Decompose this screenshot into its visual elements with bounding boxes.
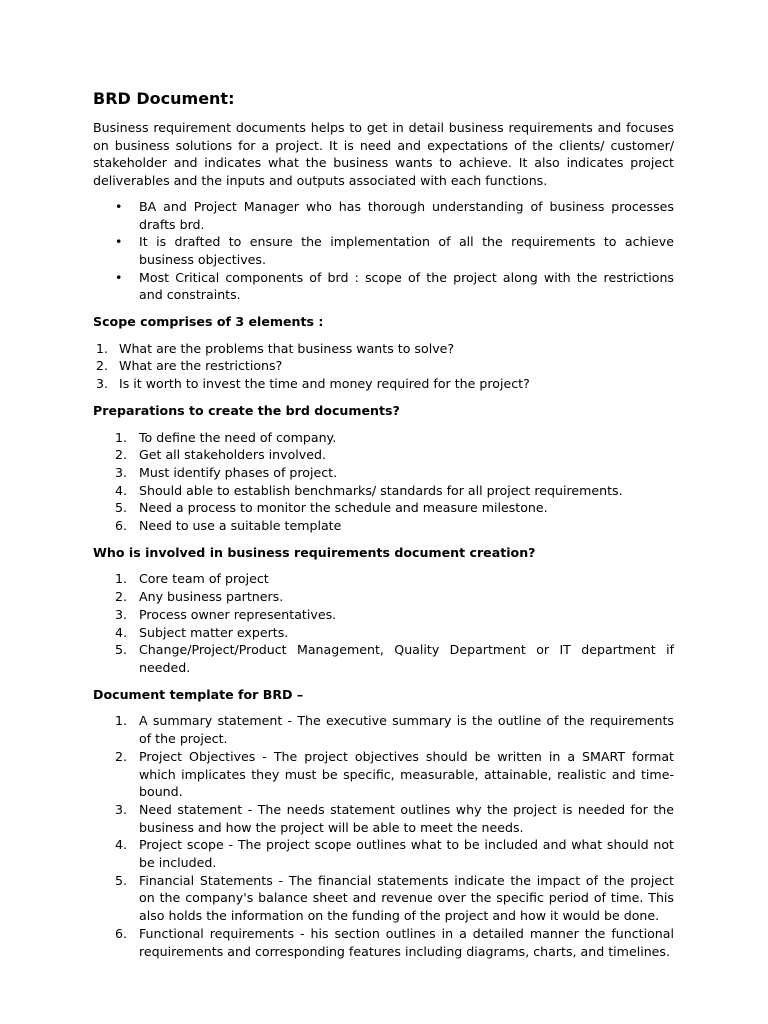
list-item	[93, 233, 674, 268]
list-item	[93, 482, 674, 500]
list-item	[93, 712, 674, 747]
list-number: 1.	[115, 429, 128, 445]
list-item	[93, 872, 674, 925]
list-item	[93, 748, 674, 801]
list-item-text: Most Critical components of brd : scope of the project along with the restrictions and constraints.	[139, 269, 674, 303]
list-number: 3.	[115, 464, 128, 480]
list-number: 5.	[115, 872, 128, 888]
list-number: 3.	[115, 801, 128, 817]
list-item-text: Need to use a suitable template	[139, 518, 342, 534]
list-item	[93, 606, 674, 624]
list-item-text: Core team of project	[139, 571, 269, 587]
list-item-text: It is drafted to ensure the implementation of all the requirements to achieve business objectives.	[139, 234, 674, 267]
list-item	[93, 340, 674, 358]
list-item	[93, 641, 674, 676]
list-number: 4.	[115, 624, 128, 640]
list-item-text: Should able to establish benchmarks/ standards for all project requirements.	[139, 482, 623, 498]
list-number: 1.	[115, 713, 128, 729]
list-item-text: Financial Statements - The financial statements indicate the impact of the project on the company's balance sheet and revenue over the specific period of time. This also holds the information on the funding of the project and how it would be done.	[139, 872, 674, 924]
list-item-text: Get all stakeholders involved.	[139, 447, 326, 463]
preparations-heading: Preparations to create the brd documents?	[93, 402, 400, 418]
list-item	[93, 624, 674, 642]
involved-list	[93, 570, 674, 676]
bullet-list	[93, 198, 674, 304]
list-item	[93, 198, 674, 233]
list-number: 1.	[115, 571, 128, 587]
list-item-text: What are the restrictions?	[119, 358, 283, 374]
list-number: 3.	[115, 606, 128, 622]
list-item	[93, 357, 674, 375]
list-item-text: Need a process to monitor the schedule and measure milestone.	[139, 500, 548, 516]
list-number: 2.	[115, 589, 128, 605]
document-title: BRD Document:	[93, 89, 235, 108]
template-heading: Document template for BRD –	[93, 686, 304, 702]
list-number: 2.	[96, 358, 109, 374]
list-number: 4.	[115, 482, 128, 498]
list-item	[93, 499, 674, 517]
list-item	[93, 836, 674, 871]
list-item-text: Must identify phases of project.	[139, 464, 338, 480]
involved-heading: Who is involved in business requirements document creation?	[93, 544, 536, 560]
list-number: 5.	[115, 642, 128, 658]
list-item	[93, 269, 674, 304]
list-number: 4.	[115, 837, 128, 853]
list-item-text: Project scope - The project scope outlines what to be included and what should not be included.	[139, 837, 674, 871]
list-item	[93, 570, 674, 588]
intro-paragraph: Business requirement documents helps to get in detail business requirements and focuses on business solutions for a project. It is need and expectations of the clients/ customer/ stakeholder and indicates what the business wants to achieve. It also indicates project deliverables and the inputs and outputs associated with each functions.	[93, 120, 674, 189]
list-number: 5.	[115, 500, 128, 516]
document-body	[93, 89, 674, 960]
list-item	[93, 464, 674, 482]
list-item-text: Project Objectives - The project objectives should be written in a SMART format which implicates they must be specific, measurable, attainable, realistic and time-bound.	[139, 748, 674, 800]
list-number: 6.	[115, 925, 128, 941]
list-item-text: Functional requirements - his section outlines in a detailed manner the functional requirements and corresponding features including diagrams, charts, and timelines.	[139, 925, 674, 959]
list-item	[93, 429, 674, 447]
bullet-icon: •	[115, 269, 123, 285]
list-item	[93, 801, 674, 836]
scope-heading: Scope comprises of 3 elements :	[93, 314, 324, 330]
list-item	[93, 588, 674, 606]
preparations-list	[93, 429, 674, 535]
list-item-text: Change/Project/Product Management, Quality Department or IT department if needed.	[139, 642, 674, 675]
list-item-text: Any business partners.	[139, 589, 284, 605]
list-item-text: Need statement - The needs statement outlines why the project is needed for the business and how the project will be able to meet the needs.	[139, 801, 674, 835]
list-item	[93, 446, 674, 464]
list-item-text: BA and Project Manager who has thorough understanding of business processes drafts brd.	[139, 198, 674, 232]
list-item-text: Is it worth to invest the time and money required for the project?	[119, 376, 530, 392]
list-number: 6.	[115, 518, 128, 534]
list-item-text: Process owner representatives.	[139, 606, 337, 622]
scope-list	[93, 340, 674, 393]
list-item	[93, 925, 674, 960]
list-number: 1.	[96, 340, 109, 356]
list-number: 2.	[115, 447, 128, 463]
list-item-text: To define the need of company.	[139, 429, 337, 445]
template-list	[93, 712, 674, 960]
list-item-text: A summary statement - The executive summary is the outline of the requirements of the project.	[139, 713, 674, 747]
list-number: 2.	[115, 748, 128, 764]
bullet-icon: •	[115, 234, 123, 250]
list-number: 3.	[96, 376, 109, 392]
bullet-icon: •	[115, 198, 123, 214]
list-item-text: Subject matter experts.	[139, 624, 289, 640]
list-item	[93, 375, 674, 393]
list-item-text: What are the problems that business wants to solve?	[119, 340, 455, 356]
list-item	[93, 517, 674, 535]
